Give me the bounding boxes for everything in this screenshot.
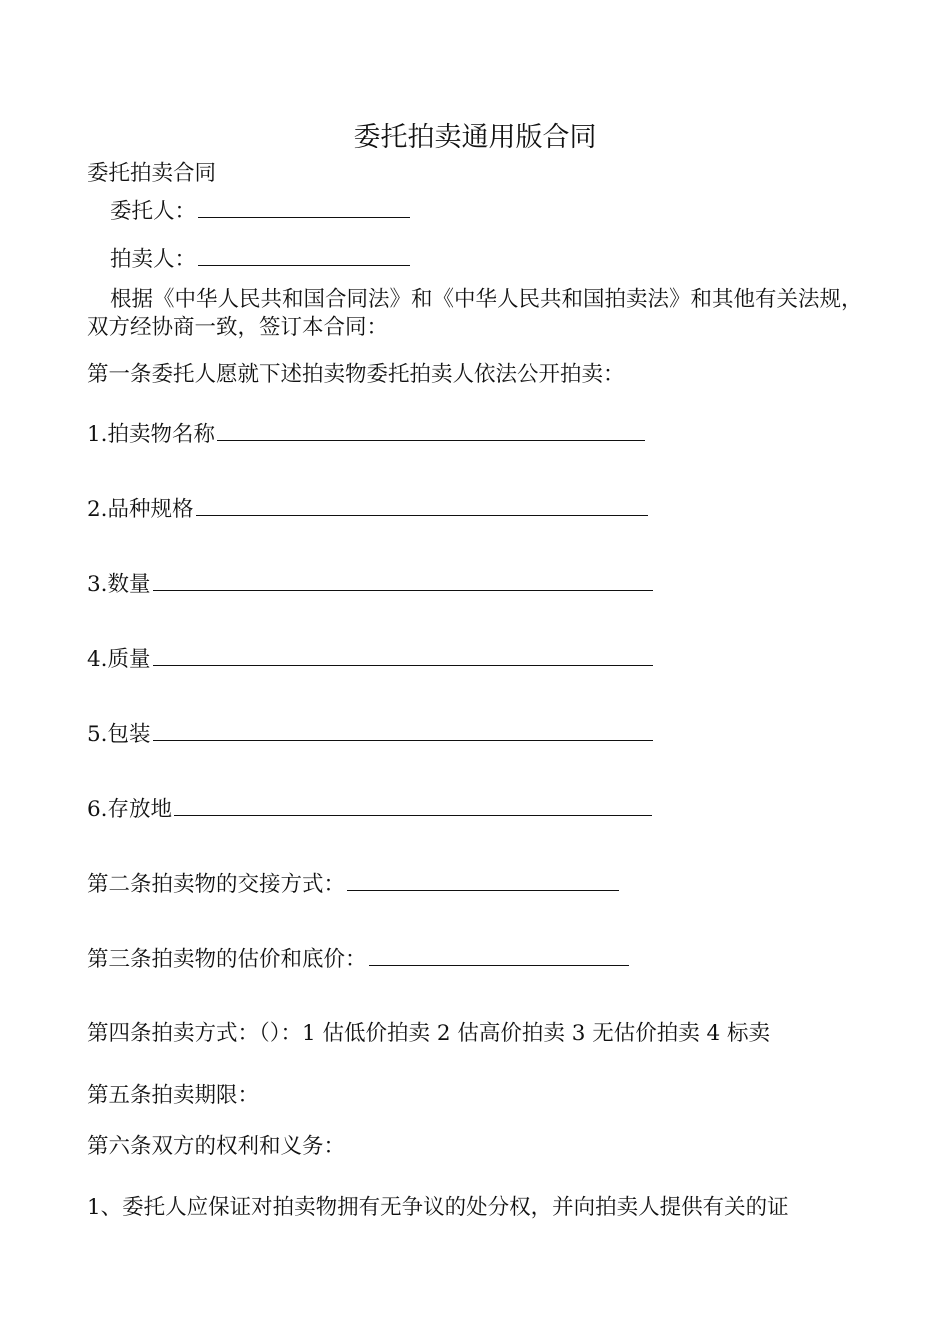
item-label: 1.拍卖物名称: [87, 422, 216, 447]
article-3-line: [87, 946, 629, 974]
item-line: [87, 646, 653, 674]
article-1: 第一条委托人愿就下述拍卖物委托拍卖人依法公开拍卖：: [87, 362, 625, 387]
document-subtitle: 委托拍卖合同: [87, 161, 217, 186]
consignor-blank: [198, 198, 410, 218]
article-4: 第四条拍卖方式：（）：1 估低价拍卖 2 估高价拍卖 3 无估价拍卖 4 标卖: [87, 1021, 771, 1046]
article-2-label: 第二条拍卖物的交接方式：: [87, 872, 346, 897]
item-blank: [196, 496, 648, 516]
item-label: 4.质量: [87, 647, 151, 672]
article-3-blank: [369, 946, 629, 966]
item-blank: [153, 571, 653, 591]
auctioneer-blank: [198, 246, 410, 266]
article-2-blank: [347, 871, 619, 891]
article-2-line: [87, 871, 619, 899]
item-line: [87, 721, 653, 749]
item-line: [87, 571, 653, 599]
article-6: 第六条双方的权利和义务：: [87, 1134, 346, 1159]
item-label: 3.数量: [87, 572, 151, 597]
auctioneer-line: [110, 246, 410, 274]
item-line: [87, 421, 645, 449]
preamble-paragraph: 根据《中华人民共和国合同法》和《中华人民共和国拍卖法》和其他有关法规，双方经协商一致，签订本合同：: [87, 287, 863, 340]
document-title: 委托拍卖通用版合同: [353, 122, 597, 153]
article-5: 第五条拍卖期限：: [87, 1083, 260, 1108]
article-3-label: 第三条拍卖物的估价和底价：: [87, 947, 367, 972]
item-line: [87, 796, 652, 824]
item-blank: [217, 421, 645, 441]
item-blank: [153, 721, 653, 741]
consignor-line: [110, 198, 410, 226]
clause-6-1: 1、委托人应保证对拍卖物拥有无争议的处分权，并向拍卖人提供有关的证: [87, 1195, 789, 1220]
item-blank: [153, 646, 653, 666]
auctioneer-label: 拍卖人：: [110, 247, 197, 272]
item-blank: [174, 796, 652, 816]
item-line: [87, 496, 648, 524]
item-label: 2.品种规格: [87, 497, 194, 522]
consignor-label: 委托人：: [110, 199, 197, 224]
item-label: 5.包装: [87, 722, 151, 747]
item-label: 6.存放地: [87, 797, 173, 822]
